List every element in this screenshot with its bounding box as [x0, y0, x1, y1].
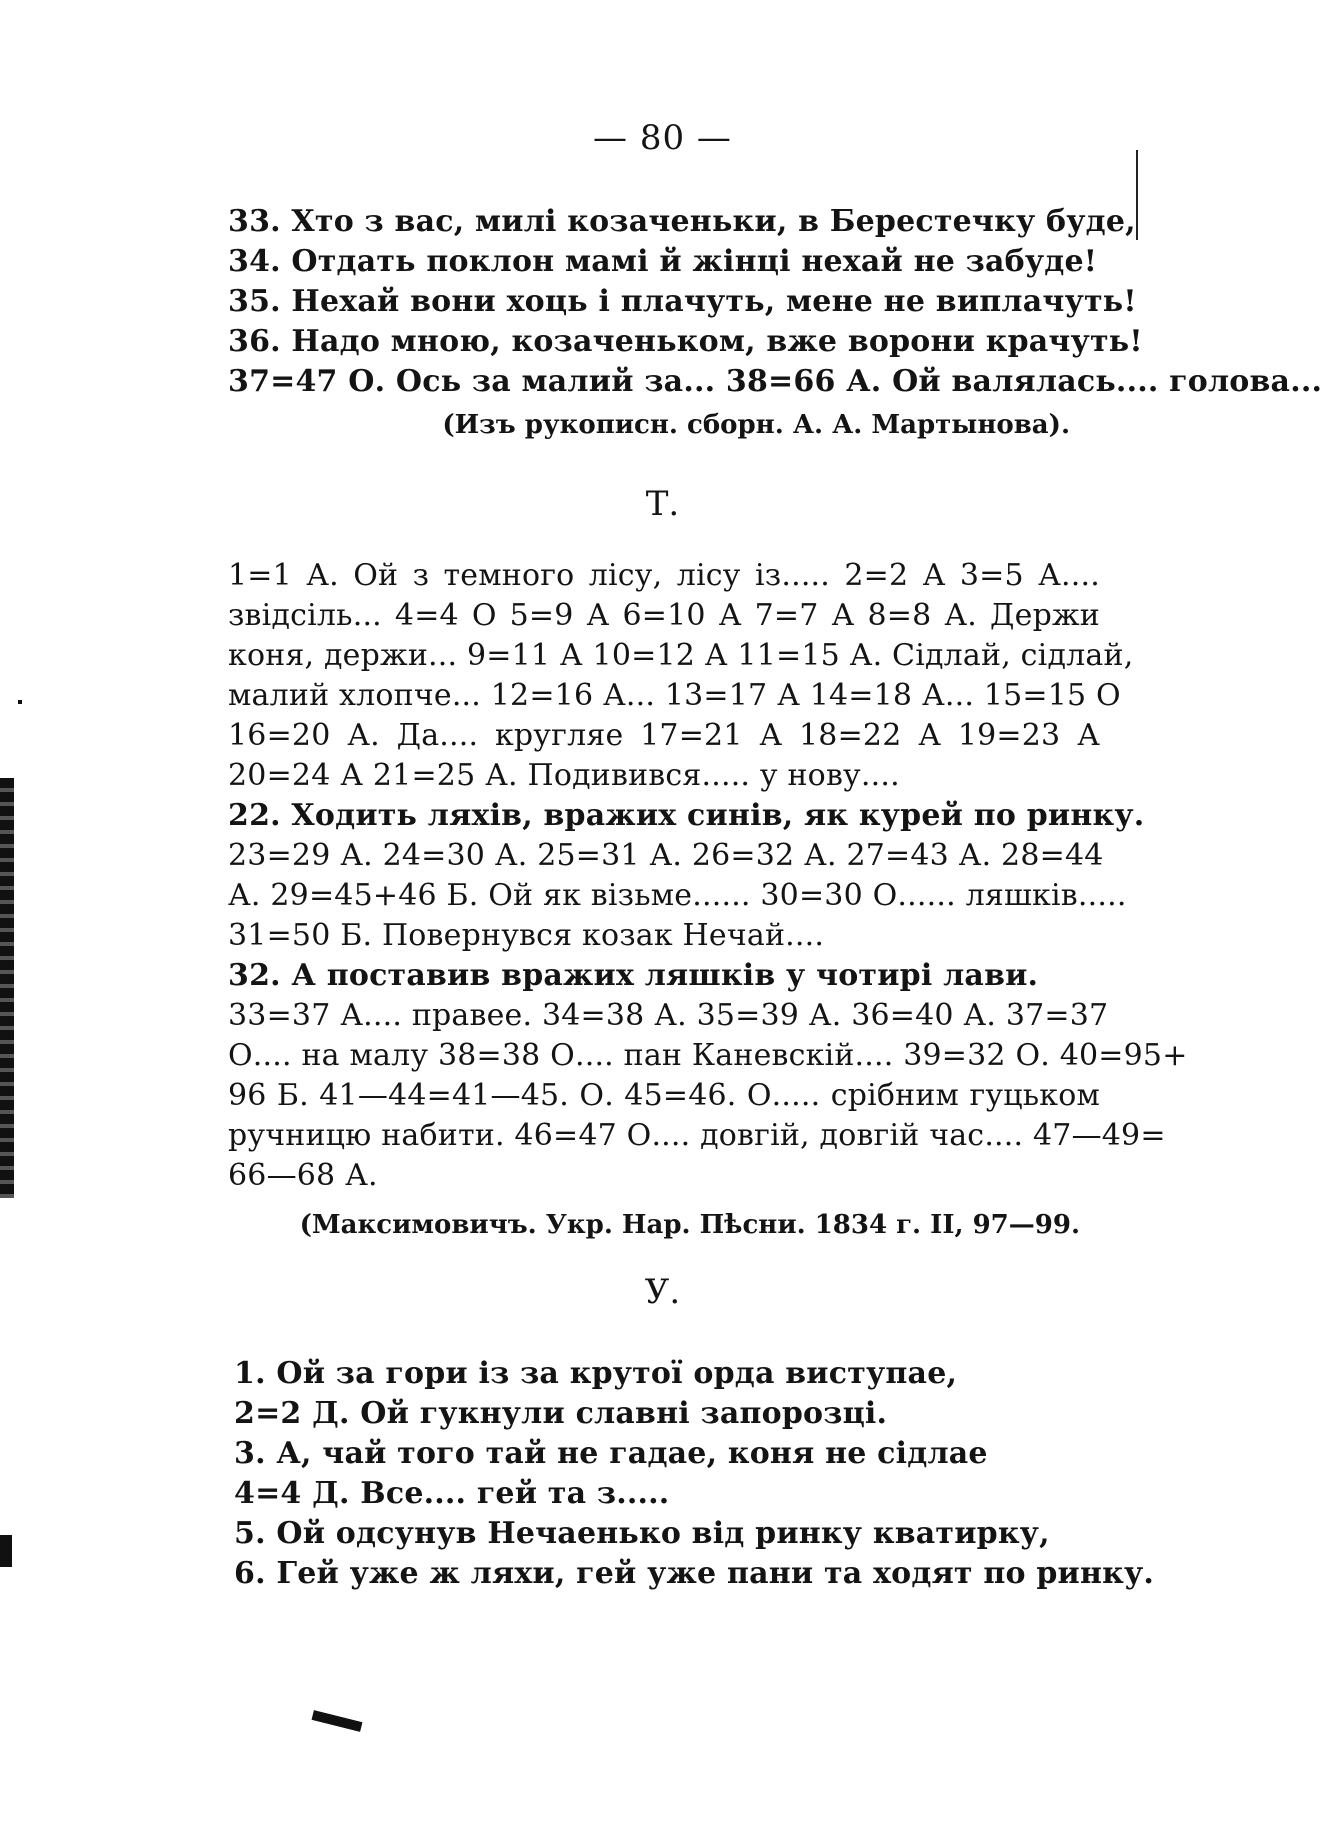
verse-line: 6. Гей уже ж ляхи, гей уже пани та ходят по ринку. [234, 1556, 1155, 1591]
verse-block-t [228, 556, 1188, 1196]
verse-line: 33. Хто з вас, милі козаченьки, в Берестечку буде, [228, 204, 1136, 239]
verse-line: 4=4 Д. Все.... гей та з..... [234, 1476, 670, 1511]
verse-line: малий хлопче... 12=16 А... 13=17 А 14=18 А... 15=15 О [228, 678, 1121, 713]
verse-line: 1. Ой за гори із за крутої орда виступае, [234, 1356, 958, 1391]
page-number: — 80 — [593, 118, 732, 158]
verse-line: А. 29=45+46 Б. Ой як візьме...... 30=30 О...... ляшків..... [228, 878, 1127, 913]
verse-line: 23=29 А. 24=30 А. 25=31 А. 26=32 А. 27=43 А. 28=44 [228, 838, 1104, 873]
page-edge-line [1136, 150, 1138, 240]
verse-line: 32. А поставив вражих ляшків у чотирі лави. [228, 958, 1039, 993]
source-citation-t: (Максимовичъ. Укр. Нар. Пѣсни. 1834 г. II, 97—99. [299, 1210, 1080, 1240]
binding-shadow-mark [0, 778, 14, 1198]
section-heading-u: У. [644, 1272, 681, 1312]
verse-line: 16=20 А. Да.... кругляе 17=21 А 18=22 А 19=23 А [228, 718, 1100, 753]
verse-block-u [234, 1354, 1155, 1594]
ink-smudge [312, 1710, 363, 1732]
verse-line: 3. А, чай того тай не гадае, коня не сідлае [234, 1436, 988, 1471]
verse-line: ручницю набити. 46=47 О.... довгій, довгій час.... 47—49= [228, 1118, 1166, 1153]
verse-line: 33=37 А.... правее. 34=38 А. 35=39 А. 36=40 А. 37=37 [228, 998, 1109, 1033]
verse-line: 22. Ходить ляхів, вражих синів, як курей по ринку. [228, 798, 1145, 833]
ink-speck [18, 700, 22, 704]
verse-line: 34. Отдать поклон мамі й жінці нехай не забуде! [228, 244, 1098, 279]
verse-line: 2=2 Д. Ой гукнули славні запорозці. [234, 1396, 888, 1431]
verse-line: 1=1 А. Ой з темного лісу, лісу із..... 2=2 А 3=5 А.... [228, 558, 1100, 593]
verse-line: 37=47 О. Ось за малий за... 38=66 А. Ой валялась.... голова... [228, 364, 1323, 399]
verse-block-1 [228, 202, 1323, 402]
verse-line: 36. Надо мною, козаченьком, вже ворони крачуть! [228, 324, 1143, 359]
verse-line: 66—68 А. [228, 1158, 378, 1193]
verse-line: коня, держи... 9=11 А 10=12 А 11=15 А. Сідлай, сідлай, [228, 638, 1134, 673]
verse-line: 35. Нехай вони хоць і плачуть, мене не виплачуть! [228, 284, 1137, 319]
section-heading-t: Т. [645, 484, 680, 524]
verse-line: О.... на малу 38=38 О.... пан Каневскій.... 39=32 О. 40=95+ [228, 1038, 1188, 1073]
source-citation-1: (Изъ рукописн. сборн. А. А. Мартынова). [442, 410, 1070, 440]
verse-line: звідсіль... 4=4 О 5=9 А 6=10 А 7=7 А 8=8 А. Держи [228, 598, 1100, 633]
verse-line: 5. Ой одсунув Нечаенько від ринку кватирку, [234, 1516, 1050, 1551]
verse-line: 96 Б. 41—44=41—45. О. 45=46. О..... срібним гуцьком [228, 1078, 1100, 1113]
verse-line: 20=24 А 21=25 А. Подивився..... у нову.... [228, 758, 900, 793]
verse-line: 31=50 Б. Повернувся козак Нечай.... [228, 918, 825, 953]
binding-speck [0, 1535, 12, 1567]
